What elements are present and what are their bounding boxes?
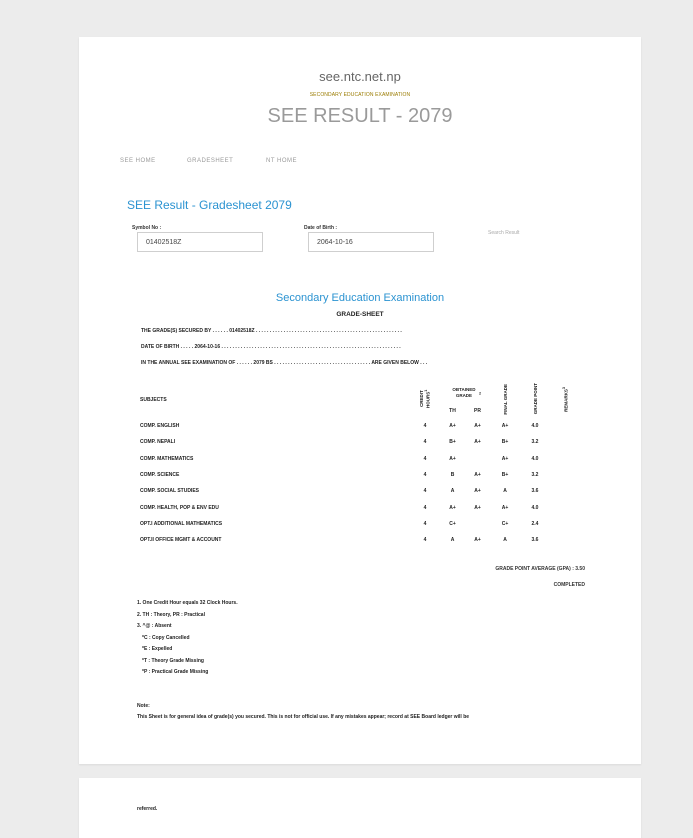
cell-gp: 2.4: [531, 520, 539, 527]
dob-line: DATE OF BIRTH . . . . . 2064-10-16 . . . . . . . . . . . . . . . . . . . . . . . . . . . . . . . . . . . . . . . . . . . . . . . . . . . . . . . . . . . . . . . . .: [141, 344, 401, 350]
col-final-grade: [490, 382, 520, 418]
cell-pr: A+: [474, 439, 481, 446]
exam-title: Secondary Education Examination: [275, 292, 445, 304]
cell-final: C+: [501, 520, 509, 527]
cell-th: B: [450, 472, 455, 479]
col-obtained-label: OBTAINED GRADE: [452, 386, 476, 398]
cell-remarks: [550, 532, 580, 548]
cell-credit: 4: [423, 520, 427, 527]
cell-gp: 4.0: [531, 423, 539, 430]
col-remarks-label: REMARKS: [563, 388, 569, 412]
cell-final: A+: [501, 455, 509, 462]
cell-credit: 4: [423, 504, 427, 511]
cell-final: A+: [501, 423, 509, 430]
cell-pr: A+: [474, 504, 481, 511]
cell-final: B+: [501, 472, 509, 479]
cell-subject: COMP. HEALTH, POP & ENV EDU: [140, 504, 219, 511]
note-text: This Sheet is for general idea of grade(s) you secured. This is not for official use. If any mistakes appear; record at SEE Board ledger will be: [137, 714, 470, 720]
gradesheet-page: [79, 37, 641, 764]
gradesheet-title: GRADE-SHEET: [336, 311, 384, 318]
footnote-item: *E : Expelled: [142, 646, 173, 652]
cell-th: A+: [449, 504, 456, 511]
table-row: [135, 532, 580, 548]
cell-subject: COMP. SCIENCE: [140, 472, 180, 479]
cell-th: A: [450, 488, 455, 495]
secured-by-line: THE GRADE(S) SECURED BY . . . . . . 01402518Z . . . . . . . . . . . . . . . . . . . . . . . . . . . . . . . . . . . . . . . . . . . . . . . . . . . . .: [141, 328, 402, 334]
table-row: [135, 467, 580, 483]
cell-gp: 3.2: [531, 472, 539, 479]
cell-credit: 4: [423, 423, 427, 430]
col-subjects: SUBJECTS: [140, 397, 167, 403]
col-th: TH: [449, 407, 456, 414]
remarks-footnote-mark: 3: [561, 386, 566, 389]
cell-pr: A+: [474, 488, 481, 495]
col-credit-label: CREDIT HOURS: [419, 390, 431, 409]
cell-remarks: [550, 451, 580, 467]
cell-credit: 4: [423, 537, 427, 544]
table-row: [135, 434, 580, 450]
cell-th: A+: [449, 423, 456, 430]
nav-nt-home[interactable]: NT HOME: [266, 158, 298, 164]
result-heading: SEE Result - Gradesheet 2079: [127, 198, 292, 212]
footnote-item: 1. One Credit Hour equals 32 Clock Hours.: [137, 600, 238, 606]
footnote-item: *T : Theory Grade Missing: [142, 657, 204, 664]
cell-pr: [465, 451, 490, 467]
cell-gp: 4.0: [531, 455, 539, 462]
note-continued: referred.: [137, 806, 158, 812]
col-final-label: FINAL GRADE: [502, 383, 508, 415]
table-row: [135, 418, 580, 434]
cell-pr: A+: [474, 423, 481, 430]
col-obtained-grade: [440, 382, 490, 403]
grade-table: [135, 382, 580, 548]
page-title: SEE RESULT - 2079: [267, 105, 453, 127]
cell-remarks: [550, 516, 580, 532]
cell-credit: 4: [423, 455, 427, 462]
cell-gp: 3.6: [531, 488, 539, 495]
cell-credit: 4: [423, 439, 427, 446]
footnotes: [137, 598, 238, 679]
cell-gp: 4.0: [531, 504, 539, 511]
footnote-item: *C : Copy Cancelled: [142, 634, 190, 641]
nav-see-home[interactable]: SEE HOME: [120, 158, 156, 164]
cell-subject: OPT.I ADDITIONAL MATHEMATICS: [140, 520, 223, 527]
cell-gp: 3.6: [531, 537, 539, 544]
cell-pr: A+: [474, 472, 481, 479]
cell-pr: A+: [474, 537, 481, 544]
cell-th: C+: [449, 520, 456, 527]
symbol-label: Symbol No :: [132, 225, 162, 231]
cell-remarks: [550, 483, 580, 499]
dob-input[interactable]: 2064-10-16: [308, 232, 434, 252]
cell-credit: 4: [423, 472, 427, 479]
nav-gradesheet[interactable]: GRADESHEET: [187, 158, 234, 164]
cell-subject: COMP. SOCIAL STUDIES: [140, 488, 199, 495]
table-header-row: [135, 382, 580, 403]
cell-final: A: [503, 488, 507, 495]
table-row: [135, 499, 580, 515]
search-result-button[interactable]: Search Result: [488, 230, 520, 236]
footnote-item: *P : Practical Grade Missing: [142, 669, 209, 675]
gradesheet-page-2: [79, 778, 641, 838]
col-pr: PR: [474, 407, 481, 414]
cell-remarks: [550, 467, 580, 483]
col-remarks: [550, 382, 580, 418]
cell-final: B+: [501, 439, 509, 446]
obtained-footnote-mark: 2: [478, 391, 482, 396]
gpa-value: GRADE POINT AVERAGE (GPA) : 3.50: [495, 566, 585, 572]
cell-remarks: [550, 434, 580, 450]
col-grade-point: [520, 382, 550, 418]
cell-final: A: [503, 537, 507, 544]
cell-subject: COMP. NEPALI: [140, 439, 176, 446]
cell-gp: 3.2: [531, 439, 539, 446]
cell-pr: [465, 516, 490, 532]
cell-subject: COMP. MATHEMATICS: [140, 455, 194, 462]
site-name: see.ntc.net.np: [319, 69, 401, 84]
table-row: [135, 483, 580, 499]
col-credit-hours: [410, 382, 440, 418]
cell-subject: OPT.II OFFICE MGMT & ACCOUNT: [140, 537, 222, 544]
cell-final: A+: [501, 504, 509, 511]
table-row: [135, 516, 580, 532]
cell-th: B+: [449, 439, 456, 446]
symbol-input[interactable]: 01402518Z: [137, 232, 263, 252]
cell-credit: 4: [423, 488, 427, 495]
status-badge: COMPLETED: [553, 582, 585, 588]
col-gp-label: GRADE POINT: [532, 383, 538, 415]
cell-remarks: [550, 499, 580, 515]
credit-footnote-mark: 1: [424, 389, 429, 392]
table-row: [135, 451, 580, 467]
cell-remarks: [550, 418, 580, 434]
subheading: SECONDARY EDUCATION EXAMINATION: [309, 92, 411, 98]
footnote-item: 2. TH : Theory, PR : Practical: [137, 611, 205, 618]
cell-subject: COMP. ENGLISH: [140, 423, 180, 430]
cell-th: A: [450, 537, 455, 544]
exam-line: IN THE ANNUAL SEE EXAMINATION OF . . . . . . 2079 BS . . . . . . . . . . . . . . . . . . . . . . . . . . . . . . . . . . . ARE GIVEN BELOW . . .: [141, 360, 428, 366]
cell-th: A+: [449, 455, 456, 462]
note-heading: Note:: [137, 703, 150, 709]
dob-label: Date of Birth :: [304, 225, 338, 231]
footnote-item: 3. ^@ : Absent: [137, 623, 172, 629]
